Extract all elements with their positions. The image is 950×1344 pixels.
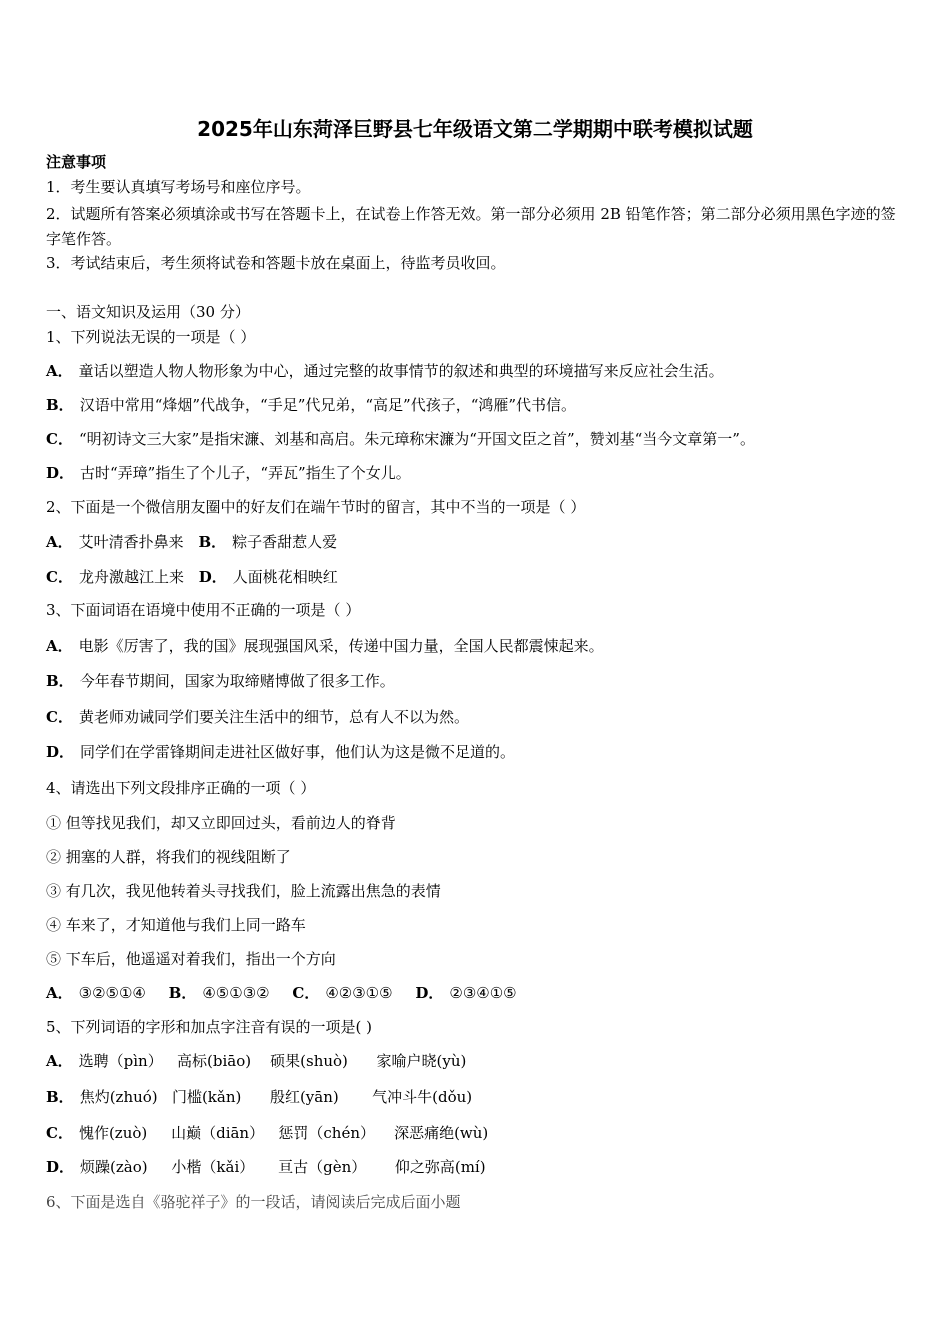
q4-sentence-4: ④ 车来了，才知道他与我们上同一路车 — [46, 916, 306, 934]
option-label: A． — [46, 984, 73, 1002]
option-text: 焦灼(zhuó) 门槛(kǎn) 殷红(yān) 气冲斗牛(dǒu) — [79, 1088, 473, 1106]
option-label: B． — [198, 533, 227, 551]
q2-options-row-1 — [46, 532, 337, 552]
option-text: ③②⑤①④ — [78, 984, 146, 1002]
q2-options-row-2 — [46, 567, 338, 587]
q4-sentence-5: ⑤ 下车后，他遥遥对着我们，指出一个方向 — [46, 950, 336, 968]
q5-stem: 5、下列词语的字形和加点字注音有误的一项是( ) — [46, 1018, 373, 1036]
option-label: D． — [46, 743, 75, 761]
section-heading: 一、语文知识及运用（30 分） — [46, 303, 250, 321]
option-label: A． — [46, 637, 73, 655]
option-text: 粽子香甜惹人爱 — [232, 533, 338, 551]
option-label: A． — [46, 362, 73, 380]
q1-option-a — [46, 361, 724, 381]
q3-option-d — [46, 742, 515, 762]
q1-option-d — [46, 463, 411, 483]
q1-stem: 1、下列说法无误的一项是（ ） — [46, 328, 256, 346]
option-label: D． — [46, 1158, 75, 1176]
option-label: D． — [415, 984, 444, 1002]
q5-option-b — [46, 1087, 472, 1107]
option-label: D． — [198, 568, 227, 586]
option-label: A． — [46, 533, 73, 551]
option-label: B． — [168, 984, 197, 1002]
option-label: C． — [46, 568, 73, 586]
q6-stem: 6、下面是选自《骆驼祥子》的一段话，请阅读后完成后面小题 — [46, 1193, 461, 1211]
option-text: 龙舟激越江上来 — [78, 568, 184, 586]
option-label: C． — [46, 1124, 73, 1142]
option-label: C． — [292, 984, 320, 1002]
q4-sentence-3: ③ 有几次，我见他转着头寻找我们，脸上流露出焦急的表情 — [46, 882, 441, 900]
notice-item-3: 3．考试结束后，考生须将试卷和答题卡放在桌面上，待监考员收回。 — [46, 254, 506, 272]
option-label: B． — [46, 1088, 74, 1106]
q3-option-c — [46, 707, 469, 727]
q4-stem: 4、请选出下列文段排序正确的一项（ ） — [46, 779, 316, 797]
option-text: 黄老师劝诫同学们要关注生活中的细节，总有人不以为然。 — [78, 708, 469, 726]
q5-option-a — [46, 1051, 466, 1071]
option-text: 古时“弄璋”指生了个儿子，“弄瓦”指生了个女儿。 — [80, 464, 411, 482]
option-text: ④②③①⑤ — [325, 984, 393, 1002]
option-text: 愧作(zuò) 山巅（diān） 惩罚（chén） 深恶痛绝(wù) — [78, 1124, 489, 1142]
option-text: “明初诗文三大家”是指宋濂、刘基和高启。朱元璋称宋濂为“开国文臣之首”，赞刘基“当今文章第一”。 — [78, 430, 755, 448]
option-text: 今年春节期间，国家为取缔赌博做了很多工作。 — [79, 672, 395, 690]
q3-option-a — [46, 636, 604, 656]
q5-option-d — [46, 1157, 486, 1177]
notice-heading: 注意事项 — [46, 153, 107, 171]
q3-option-b — [46, 671, 395, 691]
option-text: 同学们在学雷锋期间走进社区做好事，他们认为这是微不足道的。 — [80, 743, 516, 761]
option-text: 电影《厉害了，我的国》展现强国风采，传递中国力量，全国人民都震悚起来。 — [78, 637, 604, 655]
option-text: 童话以塑造人物人物形象为中心，通过完整的故事情节的叙述和典型的环境描写来反应社会生活。 — [78, 362, 724, 380]
option-text: 人面桃花相映红 — [232, 568, 338, 586]
q5-option-c — [46, 1123, 488, 1143]
q4-choices — [46, 983, 517, 1003]
page-title: 2025年山东菏泽巨野县七年级语文第二学期期中联考模拟试题 — [197, 117, 753, 141]
notice-item-1: 1．考生要认真填写考场号和座位序号。 — [46, 178, 311, 196]
option-text: 艾叶清香扑鼻来 — [78, 533, 184, 551]
option-label: C． — [46, 430, 73, 448]
q1-option-b — [46, 395, 576, 415]
option-text: ②③④①⑤ — [449, 984, 517, 1002]
q1-option-c — [46, 429, 755, 449]
q3-stem: 3、下面词语在语境中使用不正确的一项是（ ） — [46, 601, 361, 619]
q2-stem: 2、下面是一个微信朋友圈中的好友们在端午节时的留言，其中不当的一项是（ ） — [46, 498, 586, 516]
option-label: A． — [46, 1052, 73, 1070]
option-label: C． — [46, 708, 73, 726]
option-label: B． — [46, 396, 74, 414]
option-text: 烦躁(zào) 小楷（kǎi） 亘古（gèn） 仰之弥高(mí) — [80, 1158, 486, 1176]
notice-item-2: 2．试题所有答案必须填涂或书写在答题卡上，在试卷上作答无效。第一部分必须用 2B 铅笔作答；第二部分必须用黑色字迹的签字笔作答。 — [46, 205, 896, 248]
option-text: 汉语中常用“烽烟”代战争，“手足”代兄弟，“高足”代孩子，“鸿雁”代书信。 — [79, 396, 577, 414]
option-label: D． — [46, 464, 75, 482]
q4-sentence-1: ① 但等找见我们，却又立即回过头，看前边人的脊背 — [46, 814, 396, 832]
option-label: B． — [46, 672, 74, 690]
option-text: 选聘（pìn） 高标(biāo) 硕果(shuò) 家喻户晓(yù) — [78, 1052, 467, 1070]
option-text: ④⑤①③② — [202, 984, 270, 1002]
q4-sentence-2: ② 拥塞的人群，将我们的视线阻断了 — [46, 848, 291, 866]
